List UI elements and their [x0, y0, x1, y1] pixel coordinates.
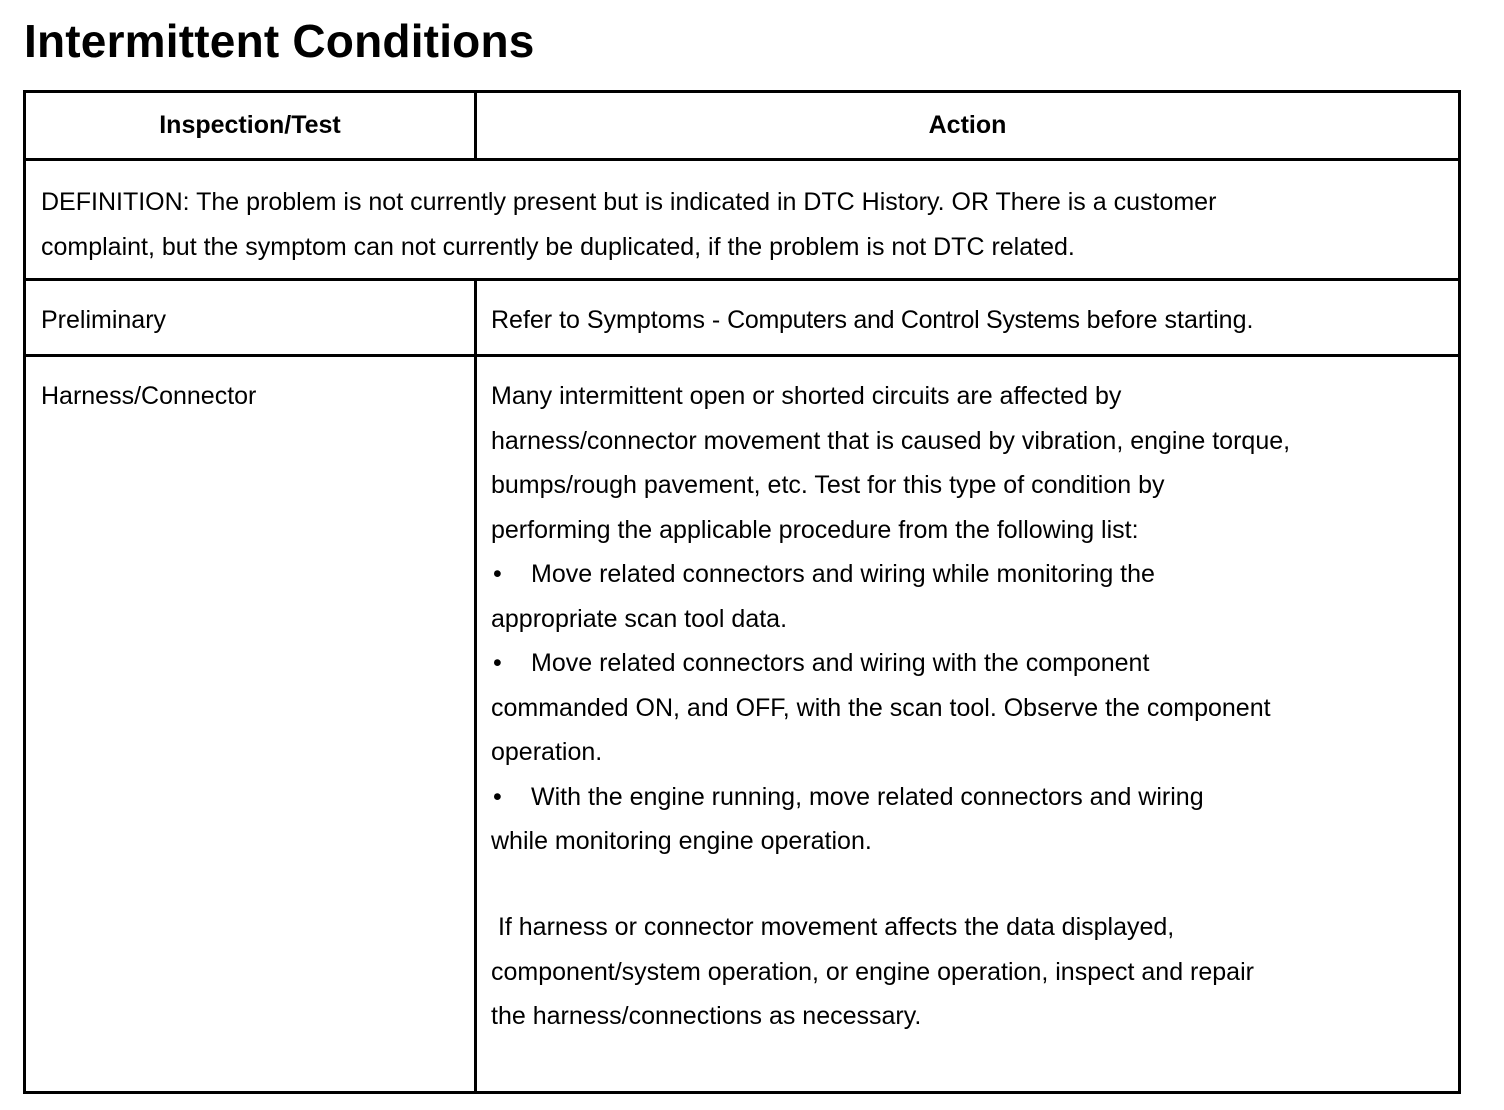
action-text: Refer to Symptoms - — [491, 306, 728, 334]
symptoms-reference-link[interactable]: Computers and Control Systems — [727, 306, 1080, 334]
page-title: Intermittent Conditions — [24, 15, 535, 67]
action-line: appropriate scan tool data. — [491, 604, 788, 633]
header-inspection-test: Inspection/Test — [159, 111, 341, 139]
column-divider — [474, 357, 477, 1094]
action-line: commanded ON, and OFF, with the scan tool. Observe the component — [491, 693, 1271, 722]
action-line: the harness/connections as necessary. — [491, 1002, 922, 1030]
column-divider — [474, 281, 477, 357]
action-text: before starting. — [1079, 306, 1254, 334]
action-cell — [491, 298, 1431, 343]
action-line: bumps/rough pavement, etc. Test for this type of condition by — [491, 471, 1165, 499]
definition-text — [41, 180, 1441, 269]
action-line: Many intermittent open or shorted circuits are affected by — [491, 382, 1122, 410]
inspection-cell: Harness/Connector — [41, 382, 257, 410]
action-line: If harness or connector movement affects the data displayed, — [491, 913, 1175, 941]
table-row-preliminary — [26, 281, 1458, 357]
intermittent-conditions-table — [23, 90, 1461, 1094]
action-line: harness/connector movement that is caused by vibration, engine torque, — [491, 426, 1291, 455]
bullet-icon: • — [493, 560, 502, 588]
bullet-text: Move related connectors and wiring while monitoring the — [531, 560, 1155, 588]
bullet-icon: • — [493, 782, 502, 811]
column-divider — [474, 93, 477, 161]
header-action: Action — [928, 111, 1007, 139]
action-line: component/system operation, or engine operation, inspect and repair — [491, 957, 1254, 986]
bullet-text: With the engine running, move related connectors and wiring — [531, 782, 1204, 811]
bullet-item — [491, 775, 1431, 820]
action-line: operation. — [491, 738, 603, 766]
table-row-harness-connector — [26, 357, 1458, 1091]
bullet-item — [491, 641, 1431, 686]
definition-row — [26, 161, 1458, 281]
spacer — [491, 864, 1431, 906]
action-cell — [491, 374, 1431, 1039]
inspection-cell: Preliminary — [41, 306, 167, 334]
definition-line: complaint, but the symptom can not currently be duplicated, if the problem is not DTC related. — [41, 232, 1075, 261]
action-line: while monitoring engine operation. — [491, 827, 872, 855]
definition-line: DEFINITION: The problem is not currently present but is indicated in DTC History. OR There is a customer — [41, 188, 1217, 216]
bullet-icon: • — [493, 649, 502, 677]
bullet-text: Move related connectors and wiring with the component — [531, 649, 1150, 677]
bullet-item — [491, 552, 1431, 597]
action-line: performing the applicable procedure from the following list: — [491, 515, 1139, 544]
table-header-row — [26, 93, 1458, 161]
